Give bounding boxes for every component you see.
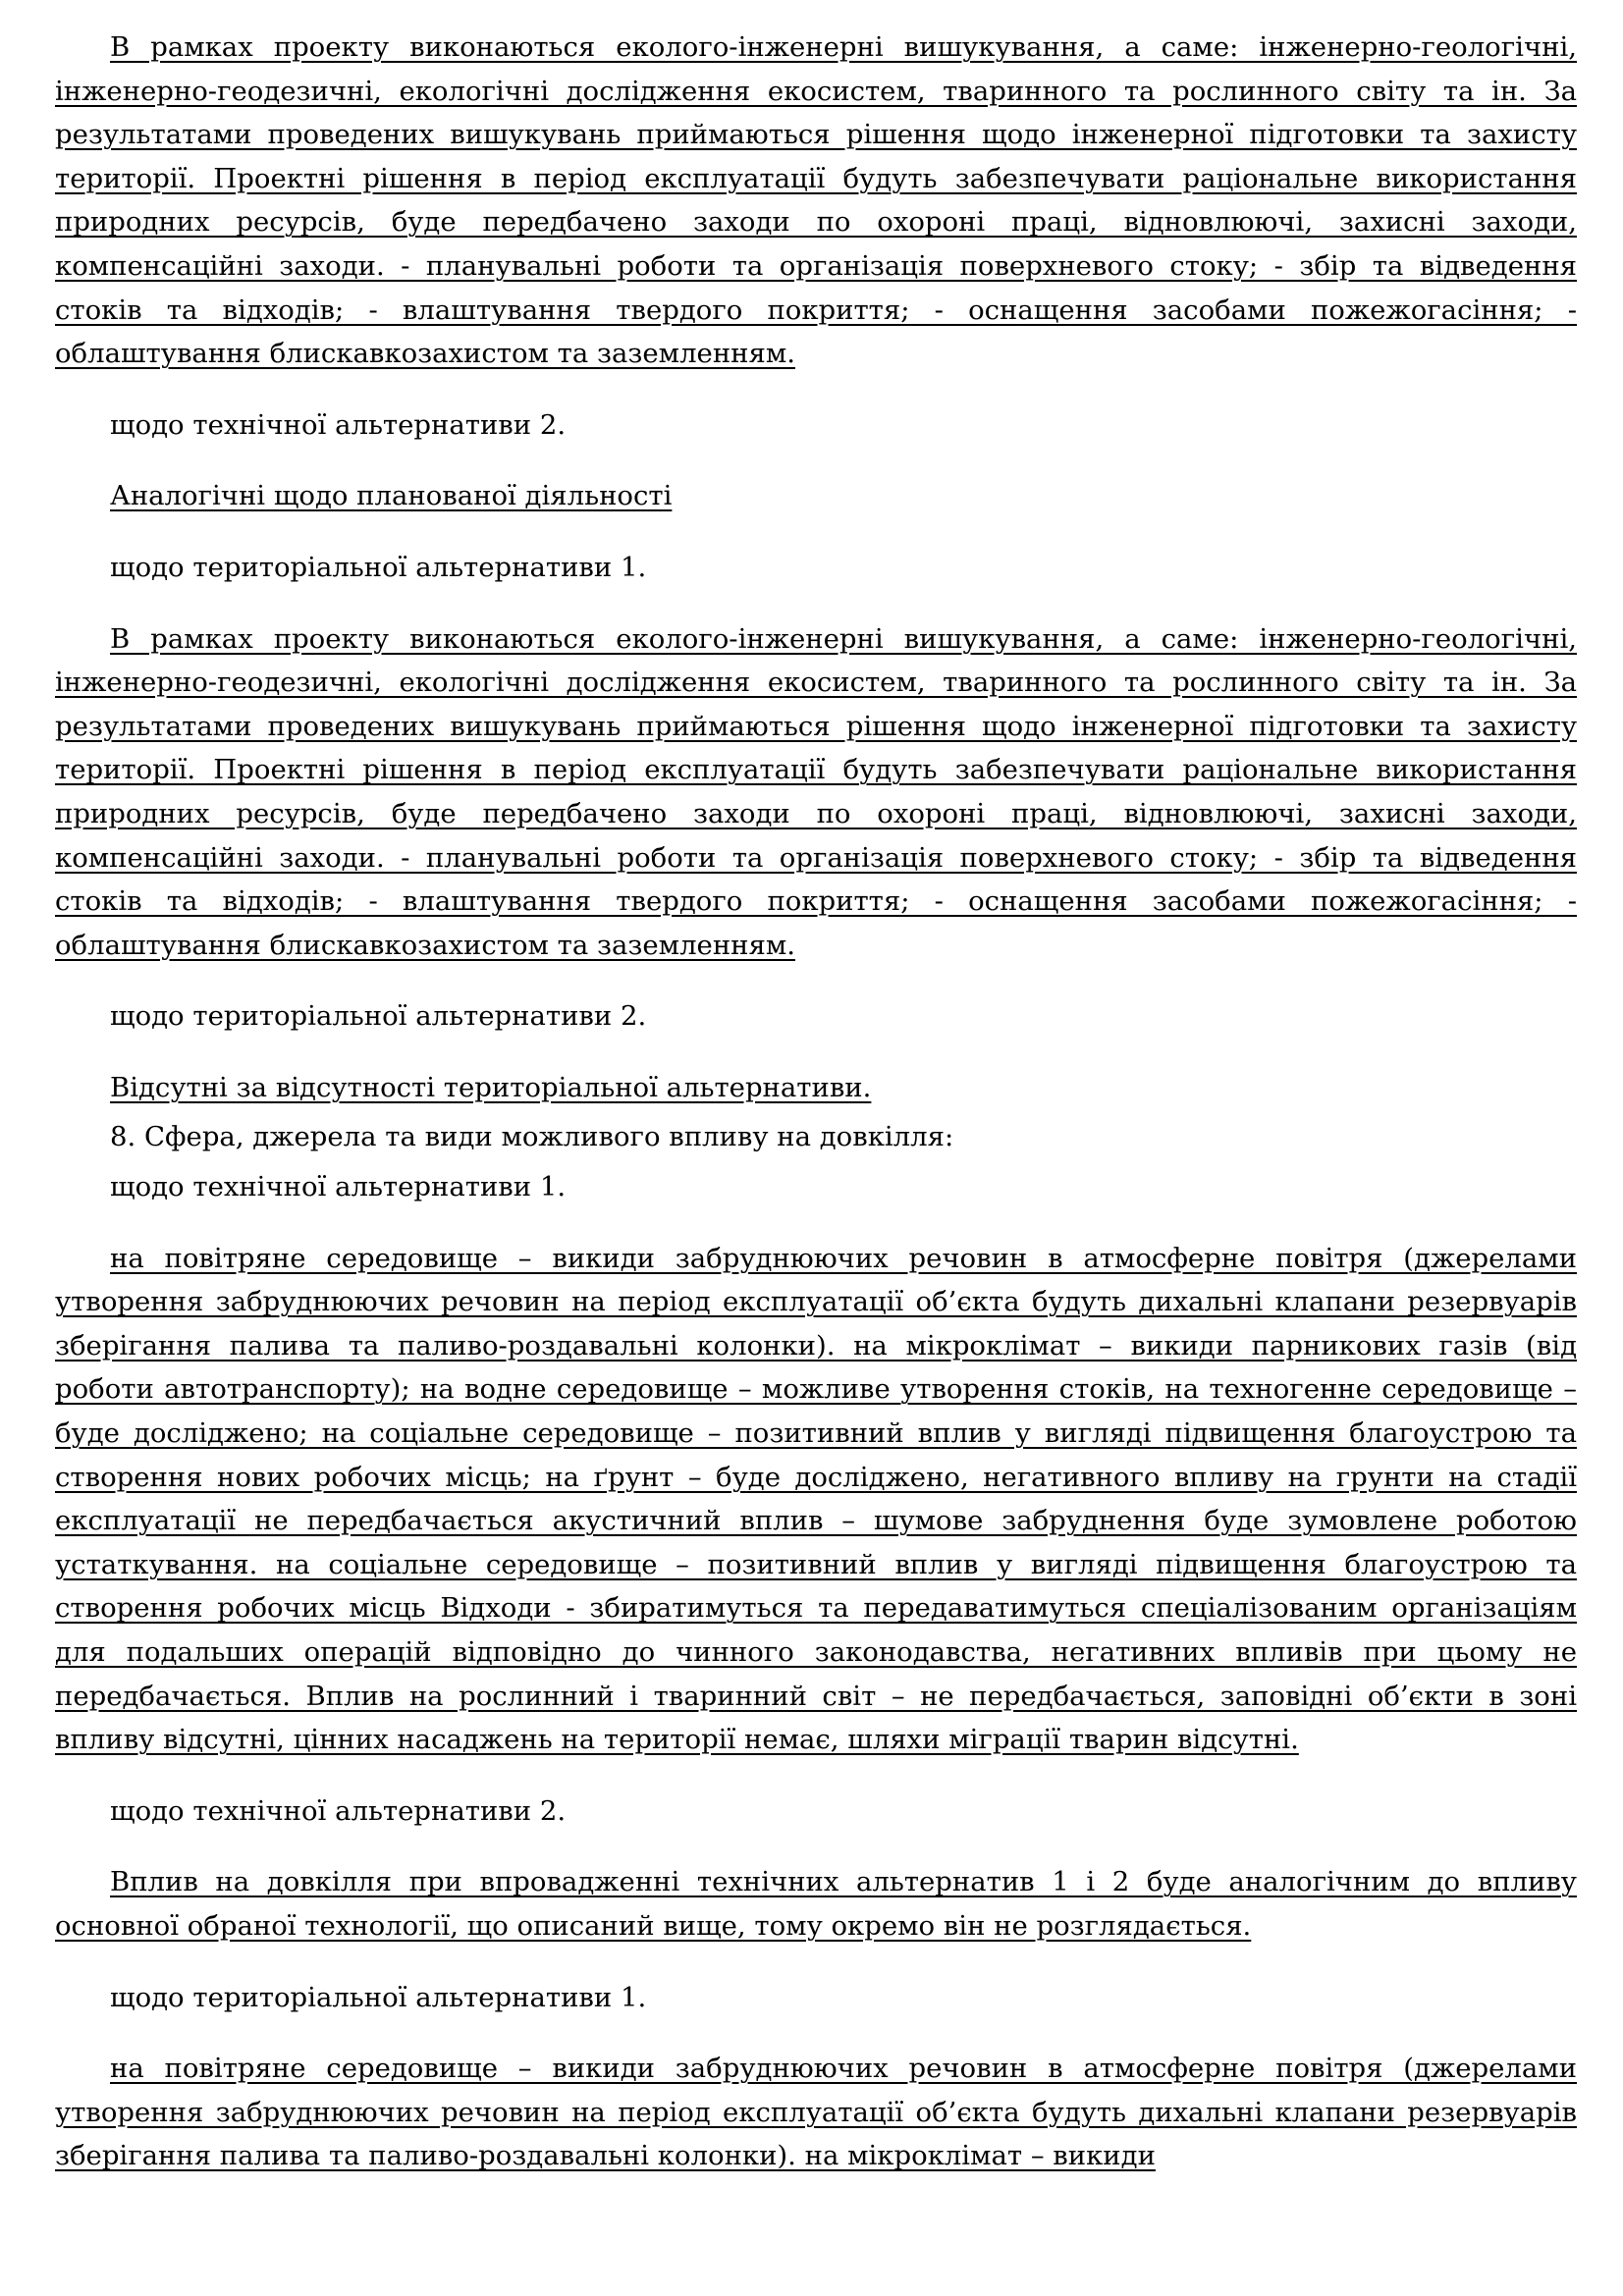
paragraph-impact-description: на повітряне середовище – викиди забруднюючих речовин в атмосферне повітря (джерелами утворення забруднюючих речовин на період експлуатації об’єкта будуть дихальні клапани резервуарів зберігання палива та паливо-роздавальні колонки). на мікроклімат – викиди парникових газів (від роботи автотранспорту); на водне середовище – можливе утворення стоків, на техногенне середовище – буде досліджено; на соціальне середовище – позитивний вплив у вигляді підвищення благоустрою та створення нових робочих місць; на ґрунт – буде досліджено, негативного впливу на грунти на стадії експлуатації не передбачається акустичний вплив – шумове забруднення буде зумовлене роботою устаткування. на соціальне середовище – позитивний вплив у вигляді підвищення благоустрою та створення робочих місць Відходи - збиратимуться та передаватимуться спеціалізованим організаціям для подальших операцій відповідно до чинного законодавства, негативних впливів при цьому не передбачається. Вплив на рослинний і тваринний світ – не передбачається, заповідні об’єкти в зоні впливу відсутні, цінних насаджень на території немає, шляхи міграції тварин відсутні.	[55, 1242, 1577, 1756]
heading-technical-alternative-2-impact: щодо технічної альтернативи 2.	[110, 1794, 567, 1827]
heading-territorial-alternative-1-impact: щодо територіальної альтернативи 1.	[110, 1981, 647, 2013]
heading-territorial-alternative-2: щодо територіальної альтернативи 2.	[110, 1000, 647, 1033]
section-heading-8: 8. Сфера, джерела та види можливого впливу на довкілля:	[110, 1121, 954, 1153]
paragraph-impact-territorial: на повітряне середовище – викиди забруднюючих речовин в атмосферне повітря (джерелами утворення забруднюючих речовин на період експлуатації об’єкта будуть дихальні клапани резервуарів зберігання палива та паливо-роздавальні колонки). на мікроклімат – викиди	[55, 2053, 1577, 2172]
paragraph-engineering-surveys-territorial: В рамках проекту виконаються еколого-інженерні вишукування, а саме: інженерно-геологічні, інженерно-геодезичні, екологічні дослідження екосистем, тваринного та рослинного світу та ін. За результатами проведених вишукувань приймаються рішення щодо інженерної підготовки та захисту території. Проектні рішення в період експлуатації будуть забезпечувати раціональне використання природних ресурсів, буде передбачено заходи по охороні праці, відновлюючі, захисні заходи, компенсаційні заходи. - планувальні роботи та організація поверхневого стоку; - збір та відведення стоків та відходів; - влаштування твердого покриття; - оснащення засобами пожежогасіння; - облаштування блискавкозахистом та заземленням.	[55, 622, 1577, 961]
heading-technical-alternative-2: щодо технічної альтернативи 2.	[110, 408, 567, 441]
paragraph-analogous-activity: Аналогічні щодо планованої діяльності	[110, 480, 673, 512]
document-page	[55, 26, 1577, 2206]
paragraph-impact-analogous: Вплив на довкілля при впровадженні технічних альтернатив 1 і 2 буде аналогічним до впливу основної обраної технології, що описаний вище, тому окремо він не розглядається.	[55, 1866, 1577, 1942]
paragraph-no-territorial-alternative: Відсутні за відсутності територіальної альтернативи.	[110, 1071, 872, 1103]
paragraph-engineering-surveys: В рамках проекту виконаються еколого-інженерні вишукування, а саме: інженерно-геологічні, інженерно-геодезичні, екологічні дослідження екосистем, тваринного та рослинного світу та ін. За результатами проведених вишукувань приймаються рішення щодо інженерної підготовки та захисту території. Проектні рішення в період експлуатації будуть забезпечувати раціональне використання природних ресурсів, буде передбачено заходи по охороні праці, відновлюючі, захисні заходи, компенсаційні заходи. - планувальні роботи та організація поверхневого стоку; - збір та відведення стоків та відходів; - влаштування твердого покриття; - оснащення засобами пожежогасіння; - облаштування блискавкозахистом та заземленням.	[55, 31, 1577, 370]
heading-territorial-alternative-1: щодо територіальної альтернативи 1.	[110, 551, 647, 583]
heading-technical-alternative-1: щодо технічної альтернативи 1.	[110, 1171, 567, 1203]
